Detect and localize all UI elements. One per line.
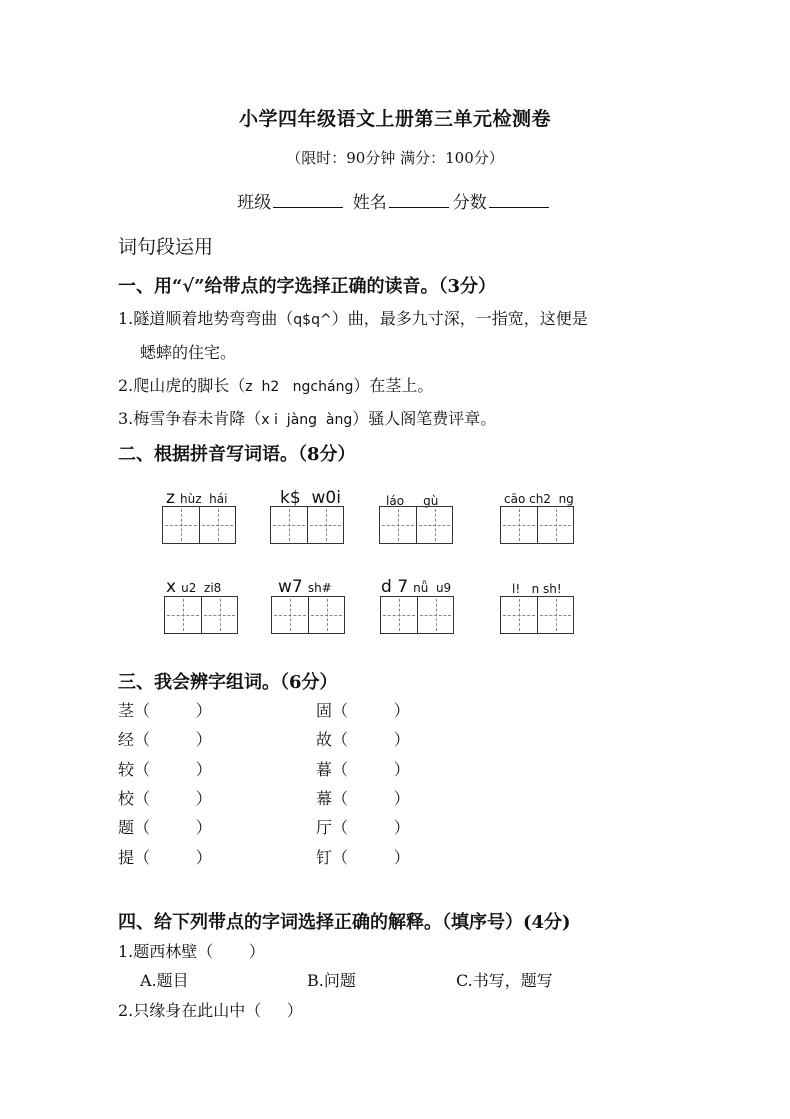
q1-line-1 <box>118 306 588 329</box>
q3-title: 三、我会辨字组词。（6分） <box>118 672 338 693</box>
writing-grid[interactable] <box>164 596 238 634</box>
q3-right-item[interactable]: 固（ ） <box>316 701 410 720</box>
writing-grid[interactable] <box>500 506 574 544</box>
q4-title: 四、给下列带点的字词选择正确的解释。（填序号）(4分) <box>118 912 571 933</box>
score-blank[interactable] <box>489 193 549 208</box>
q3-right-item[interactable]: 幕（ ） <box>316 789 410 808</box>
writing-grid[interactable] <box>500 596 574 634</box>
q1-title: 一、用“√”给带点的字选择正确的读音。（3分） <box>118 276 497 297</box>
page-title: 小学四年级语文上册第三单元检测卷 <box>238 108 551 130</box>
q1-line-3-text: 3.梅雪争春未肯降（ <box>118 409 262 428</box>
q3-right-item[interactable]: 故（ ） <box>316 730 410 749</box>
q1-line-3 <box>118 406 496 429</box>
q3-left-item[interactable]: 经（ ） <box>118 730 212 749</box>
section-heading: 词句段运用 <box>118 236 214 258</box>
q1-line-2-text-end: ）在茎上。 <box>353 376 434 395</box>
pinyin-label: d 7 nǖ u9 <box>381 577 452 597</box>
pinyin-label: z hùz hái <box>166 488 228 508</box>
q1-line-2-pinyin[interactable]: z h2 ngcháng <box>245 379 354 395</box>
time-score-limit: （限时：90分钟 满分：100分） <box>286 149 504 167</box>
q1-line-1-text-end: ）曲，最多九寸深，一指宽，这便是 <box>331 309 588 328</box>
writing-grid[interactable] <box>162 506 236 544</box>
q4-option-a[interactable]: A.题目 <box>140 971 189 990</box>
q4-line-1[interactable]: 1.题西林壁（ ） <box>118 942 265 961</box>
name-blank[interactable] <box>389 193 449 208</box>
q1-line-2-text: 2.爬山虎的脚长（ <box>118 376 246 395</box>
q4-line-2[interactable]: 2.只缘身在此山中（ ） <box>118 1001 303 1020</box>
q3-right-item[interactable]: 暮（ ） <box>316 760 410 779</box>
student-info-line <box>0 188 790 213</box>
q3-left-item[interactable]: 题（ ） <box>118 818 212 837</box>
class-blank[interactable] <box>273 193 343 208</box>
pinyin-label: x u2 zi8 <box>166 577 222 597</box>
q1-line-3-text-end: ）骚人阁笔费评章。 <box>352 409 497 428</box>
q3-right-item[interactable]: 厅（ ） <box>316 818 410 837</box>
pinyin-label: w7 sh# <box>278 577 332 597</box>
class-label: 班级 <box>237 193 272 213</box>
score-label: 分数 <box>452 193 487 213</box>
pinyin-label: l! n sh! <box>512 582 562 596</box>
q3-left-item[interactable]: 茎（ ） <box>118 701 212 720</box>
name-label: 姓名 <box>352 193 387 213</box>
q1-line-2 <box>118 373 433 396</box>
q3-right-item[interactable]: 钉（ ） <box>316 848 410 867</box>
pinyin-label: k$ w0i <box>280 488 341 508</box>
q2-title: 二、根据拼音写词语。（8分） <box>118 444 356 465</box>
pinyin-label: cāo ch2 ng <box>504 492 574 506</box>
q1-line-3-pinyin[interactable]: x i jàng àng <box>261 412 353 428</box>
writing-grid[interactable] <box>271 596 345 634</box>
writing-grid[interactable] <box>380 596 454 634</box>
q3-left-item[interactable]: 校（ ） <box>118 789 212 808</box>
writing-grid[interactable] <box>270 506 344 544</box>
pinyin-label: láo gù <box>386 494 439 508</box>
q1-line-1-text: 1.隧道顺着地势弯弯曲（ <box>118 309 294 328</box>
q4-option-c[interactable]: C.书写，题写 <box>456 971 553 990</box>
writing-grid[interactable] <box>379 506 453 544</box>
q3-left-item[interactable]: 提（ ） <box>118 848 212 867</box>
q3-left-item[interactable]: 较（ ） <box>118 760 212 779</box>
q1-line-1-pinyin[interactable]: q$q^ <box>293 312 332 328</box>
q4-option-b[interactable]: B.问题 <box>307 971 356 990</box>
q1-line-1-cont: 蟋蟀的住宅。 <box>140 343 237 362</box>
